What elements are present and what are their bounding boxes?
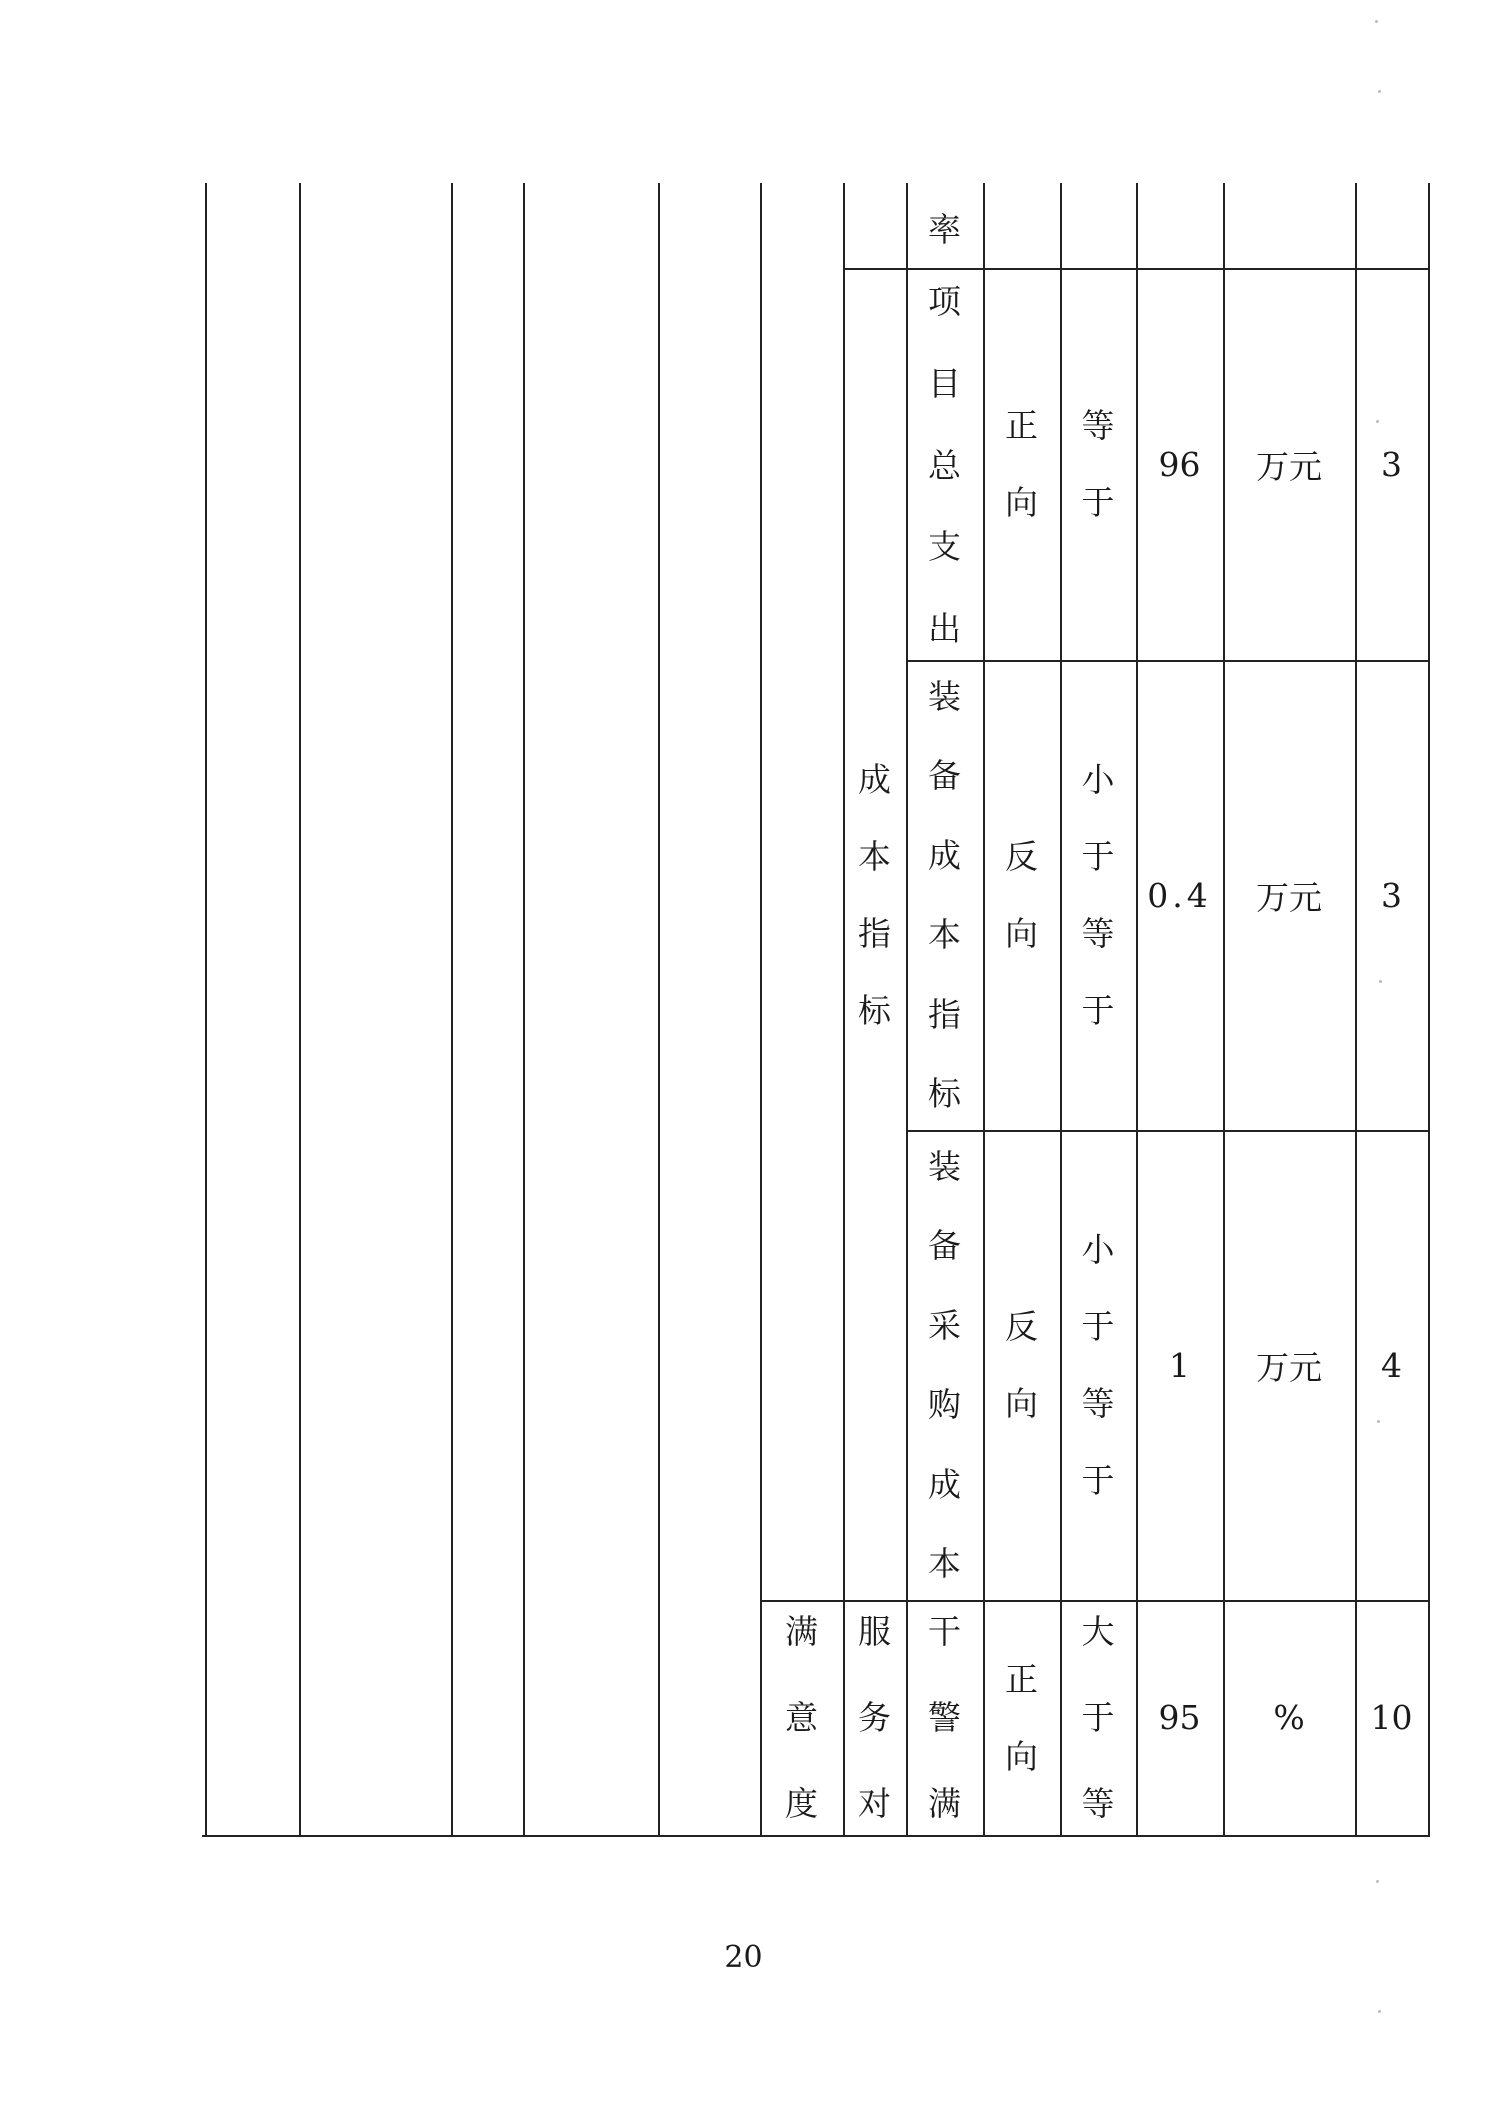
table-col-line — [760, 183, 762, 1836]
comparator-cell — [1060, 268, 1136, 660]
vertical-char: 成 — [928, 1464, 961, 1504]
vertical-char: 指 — [858, 914, 891, 953]
unit-cell: 万元 — [1256, 1347, 1322, 1387]
vertical-char: 小 — [1081, 760, 1115, 799]
vertical-char: 满 — [928, 1784, 961, 1823]
vertical-char: 于 — [1081, 991, 1115, 1030]
target-value-cell: 95 — [1158, 1698, 1201, 1737]
vertical-char: 向 — [1005, 483, 1038, 522]
direction-cell — [983, 1600, 1060, 1835]
scan-speck — [1378, 2010, 1381, 2013]
vertical-char: 满 — [785, 1612, 818, 1651]
vertical-char: 支 — [928, 527, 961, 567]
table-border-left — [205, 183, 207, 1836]
direction-cell — [983, 660, 1060, 1130]
table-border-bottom — [202, 1835, 1430, 1837]
vertical-char: 指 — [928, 994, 961, 1034]
score-cell: 10 — [1370, 1698, 1413, 1737]
table-col-line — [299, 183, 301, 1836]
vertical-char: 采 — [928, 1305, 961, 1345]
vertical-char: 备 — [928, 756, 961, 796]
vertical-char: 于 — [1081, 1698, 1115, 1737]
score-cell: 4 — [1381, 1345, 1402, 1385]
comparator-cell — [1060, 1612, 1136, 1823]
level2-cell — [843, 1612, 906, 1823]
unit-cell: 万元 — [1256, 446, 1322, 486]
page-number: 20 — [724, 1940, 763, 1975]
vertical-char: 装 — [928, 1147, 961, 1186]
comparator-cell — [1060, 1130, 1136, 1600]
vertical-char: 务 — [858, 1698, 891, 1737]
direction-cell — [983, 1130, 1060, 1600]
scan-speck — [1378, 90, 1381, 93]
vertical-char: 正 — [1005, 1659, 1038, 1699]
vertical-char: 于 — [1081, 1307, 1115, 1346]
indicator-name-cell: 率 — [928, 210, 961, 249]
level1-cell — [760, 1612, 843, 1823]
table-border-right — [1428, 183, 1430, 1836]
vertical-char: 标 — [928, 1073, 961, 1113]
vertical-char: 反 — [1005, 837, 1038, 876]
vertical-char: 服 — [858, 1612, 891, 1651]
comparator-cell — [1060, 660, 1136, 1130]
vertical-char: 等 — [1081, 914, 1115, 953]
vertical-char: 反 — [1005, 1307, 1038, 1346]
vertical-char: 标 — [858, 991, 891, 1030]
vertical-char: 备 — [928, 1226, 961, 1266]
vertical-char: 于 — [1081, 837, 1115, 876]
vertical-char: 向 — [1005, 1384, 1038, 1423]
vertical-char: 意 — [785, 1698, 818, 1737]
scan-speck — [1377, 1420, 1380, 1423]
vertical-char: 向 — [1005, 914, 1038, 953]
vertical-char: 本 — [928, 1543, 961, 1583]
vertical-char: 成 — [858, 760, 891, 799]
table-col-line — [523, 183, 525, 1836]
unit-cell: % — [1273, 1698, 1305, 1737]
indicator-name-cell — [906, 282, 983, 648]
unit-cell: 万元 — [1256, 877, 1322, 917]
vertical-char: 向 — [1005, 1736, 1038, 1776]
vertical-char: 于 — [1081, 1461, 1115, 1500]
indicator-name-cell — [906, 1147, 983, 1583]
vertical-char: 干 — [928, 1612, 961, 1651]
vertical-char: 正 — [1005, 406, 1038, 445]
scan-speck — [1375, 20, 1378, 23]
vertical-char: 等 — [1081, 406, 1115, 445]
score-cell: 3 — [1381, 875, 1402, 915]
vertical-char: 大 — [1081, 1612, 1115, 1651]
group-label-cell — [843, 660, 906, 1130]
target-value-cell: 1 — [1169, 1345, 1190, 1385]
vertical-char: 等 — [1081, 1384, 1115, 1423]
table-col-line — [658, 183, 660, 1836]
vertical-char: 出 — [928, 609, 961, 648]
scan-speck — [1376, 1880, 1379, 1883]
indicator-name-cell — [906, 1612, 983, 1823]
vertical-char: 成 — [928, 835, 961, 875]
vertical-char: 本 — [928, 915, 961, 955]
vertical-char: 购 — [928, 1385, 961, 1425]
vertical-char: 装 — [928, 677, 961, 716]
direction-cell — [983, 268, 1060, 660]
scan-speck — [1379, 980, 1382, 983]
vertical-char: 总 — [928, 445, 961, 485]
vertical-char: 小 — [1081, 1230, 1115, 1269]
table-col-line — [451, 183, 453, 1836]
vertical-char: 目 — [928, 363, 961, 403]
scan-speck — [1376, 420, 1379, 423]
vertical-char: 对 — [858, 1784, 891, 1823]
vertical-char: 本 — [858, 837, 891, 876]
target-value-cell: 0.4 — [1147, 875, 1212, 915]
vertical-char: 等 — [1081, 1784, 1115, 1823]
target-value-cell: 96 — [1158, 444, 1201, 484]
score-cell: 3 — [1381, 444, 1402, 484]
vertical-char: 度 — [785, 1784, 818, 1823]
vertical-char: 于 — [1081, 483, 1115, 522]
vertical-char: 项 — [928, 282, 961, 321]
vertical-char: 警 — [928, 1698, 961, 1737]
indicator-name-cell — [906, 677, 983, 1113]
